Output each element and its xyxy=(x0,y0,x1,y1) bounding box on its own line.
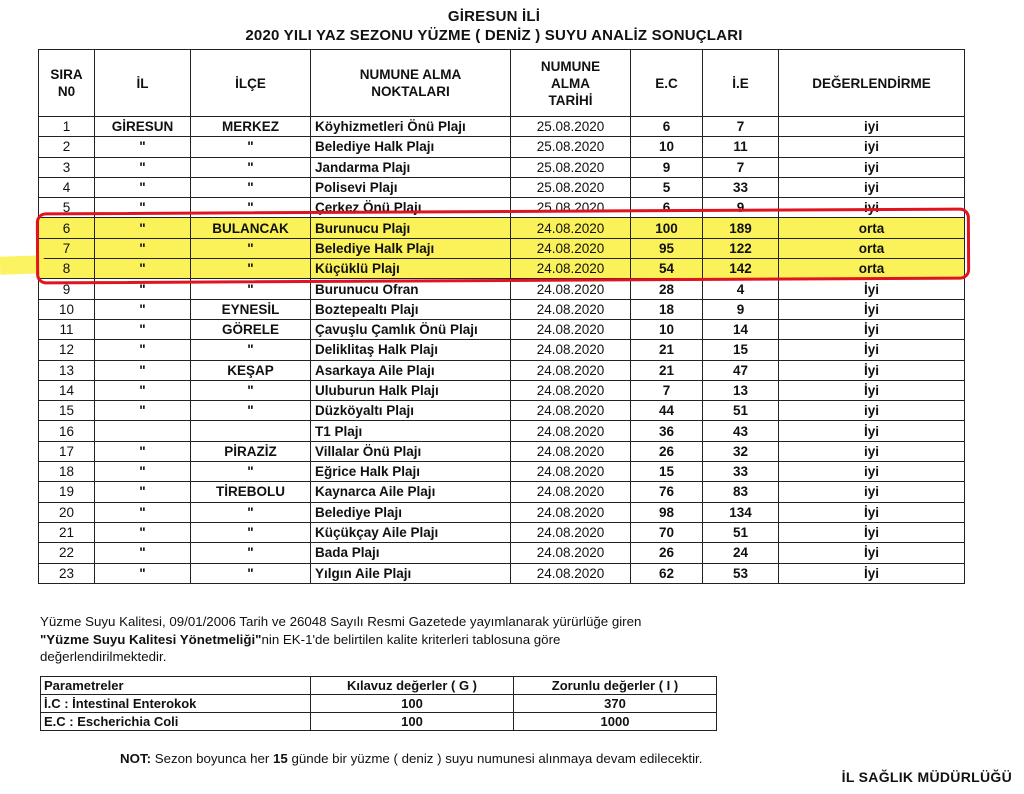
cell-ie: 51 xyxy=(703,401,779,421)
table-row xyxy=(39,360,965,380)
header-numune-text: NUMUNE ALMA NOKTALARI xyxy=(359,67,462,99)
cell-numune: Polisevi Plajı xyxy=(311,177,511,197)
cell-tarih: 25.08.2020 xyxy=(511,137,631,157)
cell-il: " xyxy=(95,198,191,218)
cell-numune: Küçükçay Aile Plajı xyxy=(311,522,511,542)
cell-degerlendirme: orta xyxy=(779,238,965,258)
cell-ec: 7 xyxy=(631,380,703,400)
params-name: İ.C : İntestinal Enterokok xyxy=(41,695,311,713)
cell-degerlendirme: İyi xyxy=(779,279,965,299)
cell-ie: 189 xyxy=(703,218,779,238)
cell-numune: Köyhizmetleri Önü Plajı xyxy=(311,117,511,137)
cell-il: " xyxy=(95,482,191,502)
params-row xyxy=(41,695,717,713)
cell-degerlendirme: iyi xyxy=(779,177,965,197)
cell-tarih: 25.08.2020 xyxy=(511,177,631,197)
cell-sira: 15 xyxy=(39,401,95,421)
note-text-before: Sezon boyunca her xyxy=(151,751,274,766)
params-header-guide: Kılavuz değerler ( G ) xyxy=(311,677,514,695)
cell-degerlendirme: iyi xyxy=(779,117,965,137)
header-ilce: İLÇE xyxy=(191,50,311,117)
cell-ilce: " xyxy=(191,340,311,360)
cell-il: " xyxy=(95,462,191,482)
cell-il: " xyxy=(95,360,191,380)
cell-tarih: 25.08.2020 xyxy=(511,117,631,137)
cell-ec: 5 xyxy=(631,177,703,197)
table-row xyxy=(39,157,965,177)
cell-tarih: 24.08.2020 xyxy=(511,462,631,482)
cell-tarih: 24.08.2020 xyxy=(511,340,631,360)
cell-il: " xyxy=(95,319,191,339)
cell-sira: 20 xyxy=(39,502,95,522)
cell-numune: Eğrice Halk Plajı xyxy=(311,462,511,482)
cell-tarih: 24.08.2020 xyxy=(511,380,631,400)
table-header-row xyxy=(39,50,965,117)
cell-il: " xyxy=(95,340,191,360)
cell-ilce: MERKEZ xyxy=(191,117,311,137)
cell-numune: Belediye Plajı xyxy=(311,502,511,522)
cell-ilce: " xyxy=(191,259,311,279)
regulation-text-1: Yüzme Suyu Kalitesi, 09/01/2006 Tarih ve 26048 Sayılı Resmi Gazetede yayımlanarak yürürlüğe giren xyxy=(40,614,642,629)
cell-ec: 70 xyxy=(631,522,703,542)
cell-ie: 24 xyxy=(703,543,779,563)
table-body xyxy=(39,117,965,584)
header-degerlendirme: DEĞERLENDİRME xyxy=(779,50,965,117)
cell-ec: 100 xyxy=(631,218,703,238)
cell-tarih: 24.08.2020 xyxy=(511,238,631,258)
cell-ec: 36 xyxy=(631,421,703,441)
header-tarih-text: NUMUNE ALMA TARİHİ xyxy=(540,58,601,108)
cell-ec: 15 xyxy=(631,462,703,482)
cell-ilce: PİRAZİZ xyxy=(191,441,311,461)
cell-ie: 51 xyxy=(703,522,779,542)
cell-tarih: 24.08.2020 xyxy=(511,259,631,279)
cell-il: " xyxy=(95,299,191,319)
cell-ie: 32 xyxy=(703,441,779,461)
header-numune xyxy=(311,50,511,117)
cell-ie: 43 xyxy=(703,421,779,441)
cell-tarih: 24.08.2020 xyxy=(511,543,631,563)
cell-sira: 1 xyxy=(39,117,95,137)
table-row xyxy=(39,117,965,137)
cell-ec: 21 xyxy=(631,360,703,380)
cell-ie: 122 xyxy=(703,238,779,258)
cell-degerlendirme: İyi xyxy=(779,340,965,360)
cell-il: " xyxy=(95,279,191,299)
table-row xyxy=(39,198,965,218)
header-sira xyxy=(39,50,95,117)
cell-ilce: BULANCAK xyxy=(191,218,311,238)
cell-sira: 3 xyxy=(39,157,95,177)
cell-ilce: " xyxy=(191,522,311,542)
cell-ilce: " xyxy=(191,238,311,258)
table-row xyxy=(39,259,965,279)
cell-degerlendirme: İyi xyxy=(779,360,965,380)
cell-ie: 33 xyxy=(703,462,779,482)
cell-ie: 7 xyxy=(703,157,779,177)
cell-il: " xyxy=(95,157,191,177)
cell-sira: 17 xyxy=(39,441,95,461)
note-text-after: günde bir yüzme ( deniz ) suyu numunesi alınmaya devam edilecektir. xyxy=(287,751,703,766)
cell-ec: 6 xyxy=(631,117,703,137)
params-header-mandatory: Zorunlu değerler ( I ) xyxy=(514,677,717,695)
cell-numune: Yılgın Aile Plajı xyxy=(311,563,511,583)
cell-degerlendirme: İyi xyxy=(779,319,965,339)
signature-footer: İL SAĞLIK MÜDÜRLÜĞÜ xyxy=(841,769,1012,785)
table-row xyxy=(39,563,965,583)
cell-numune: Çavuşlu Çamlık Önü Plajı xyxy=(311,319,511,339)
table-row xyxy=(39,421,965,441)
cell-sira: 12 xyxy=(39,340,95,360)
table-row xyxy=(39,502,965,522)
regulation-text-3: değerlendirilmektedir. xyxy=(40,649,167,664)
cell-ec: 54 xyxy=(631,259,703,279)
cell-degerlendirme: orta xyxy=(779,259,965,279)
cell-tarih: 24.08.2020 xyxy=(511,502,631,522)
cell-ie: 9 xyxy=(703,299,779,319)
cell-sira: 23 xyxy=(39,563,95,583)
cell-ilce: " xyxy=(191,380,311,400)
cell-ec: 62 xyxy=(631,563,703,583)
cell-numune: Burunucu Ofran xyxy=(311,279,511,299)
cell-ie: 83 xyxy=(703,482,779,502)
table-row xyxy=(39,218,965,238)
cell-sira: 7 xyxy=(39,238,95,258)
cell-ilce: GÖRELE xyxy=(191,319,311,339)
cell-tarih: 24.08.2020 xyxy=(511,441,631,461)
cell-sira: 21 xyxy=(39,522,95,542)
cell-ilce: " xyxy=(191,563,311,583)
cell-tarih: 24.08.2020 xyxy=(511,563,631,583)
cell-ec: 26 xyxy=(631,441,703,461)
cell-sira: 6 xyxy=(39,218,95,238)
cell-sira: 18 xyxy=(39,462,95,482)
table-row xyxy=(39,441,965,461)
cell-sira: 9 xyxy=(39,279,95,299)
cell-ie: 134 xyxy=(703,502,779,522)
cell-ec: 26 xyxy=(631,543,703,563)
cell-tarih: 24.08.2020 xyxy=(511,421,631,441)
cell-numune: T1 Plajı xyxy=(311,421,511,441)
cell-ilce: EYNESİL xyxy=(191,299,311,319)
regulation-text-2: nin EK-1'de belirtilen kalite kriterleri tablosuna göre xyxy=(261,631,561,647)
cell-degerlendirme: iyi xyxy=(779,401,965,421)
cell-ilce: " xyxy=(191,157,311,177)
cell-degerlendirme: iyi xyxy=(779,198,965,218)
cell-degerlendirme: orta xyxy=(779,218,965,238)
cell-degerlendirme: İyi xyxy=(779,563,965,583)
cell-il: " xyxy=(95,380,191,400)
table-row xyxy=(39,177,965,197)
params-header-param: Parametreler xyxy=(41,677,311,695)
cell-il: " xyxy=(95,177,191,197)
cell-il: " xyxy=(95,522,191,542)
params-guide-value: 100 xyxy=(311,713,514,731)
cell-tarih: 24.08.2020 xyxy=(511,522,631,542)
cell-degerlendirme: İyi xyxy=(779,502,965,522)
cell-numune: Kaynarca Aile Plajı xyxy=(311,482,511,502)
table-row xyxy=(39,522,965,542)
cell-ilce: " xyxy=(191,543,311,563)
cell-il: " xyxy=(95,441,191,461)
cell-ec: 76 xyxy=(631,482,703,502)
cell-sira: 10 xyxy=(39,299,95,319)
cell-ie: 53 xyxy=(703,563,779,583)
header-ec: E.C xyxy=(631,50,703,117)
cell-ilce: " xyxy=(191,462,311,482)
note-label: NOT: xyxy=(120,751,152,766)
table-row xyxy=(39,279,965,299)
document-title: GİRESUN İLİ xyxy=(447,8,541,25)
cell-sira: 13 xyxy=(39,360,95,380)
table-row xyxy=(39,319,965,339)
table-row xyxy=(39,238,965,258)
params-header-row xyxy=(41,677,717,695)
cell-sira: 4 xyxy=(39,177,95,197)
cell-numune: Düzköyaltı Plajı xyxy=(311,401,511,421)
table-row xyxy=(39,482,965,502)
cell-numune: Deliklitaş Halk Plajı xyxy=(311,340,511,360)
cell-numune: Burunucu Plajı xyxy=(311,218,511,238)
cell-ec: 95 xyxy=(631,238,703,258)
regulation-name: "Yüzme Suyu Kalitesi Yönetmeliği" xyxy=(40,631,262,647)
header-ie: İ.E xyxy=(703,50,779,117)
cell-sira: 11 xyxy=(39,319,95,339)
cell-ec: 9 xyxy=(631,157,703,177)
cell-ilce: " xyxy=(191,198,311,218)
cell-il: " xyxy=(95,401,191,421)
cell-degerlendirme: iyi xyxy=(779,462,965,482)
cell-tarih: 24.08.2020 xyxy=(511,279,631,299)
cell-sira: 8 xyxy=(39,259,95,279)
document-subtitle: 2020 YILI YAZ SEZONU YÜZME ( DENİZ ) SUYU ANALİZ SONUÇLARI xyxy=(245,27,743,44)
table-row xyxy=(39,299,965,319)
cell-ie: 4 xyxy=(703,279,779,299)
table-row xyxy=(39,340,965,360)
cell-il: " xyxy=(95,563,191,583)
cell-degerlendirme: iyi xyxy=(779,137,965,157)
params-guide-value: 100 xyxy=(311,695,514,713)
cell-il: " xyxy=(95,543,191,563)
cell-ie: 11 xyxy=(703,137,779,157)
cell-ilce: " xyxy=(191,279,311,299)
cell-tarih: 25.08.2020 xyxy=(511,198,631,218)
cell-sira: 19 xyxy=(39,482,95,502)
params-row xyxy=(41,713,717,731)
cell-tarih: 25.08.2020 xyxy=(511,157,631,177)
cell-il: " xyxy=(95,238,191,258)
cell-sira: 22 xyxy=(39,543,95,563)
cell-tarih: 24.08.2020 xyxy=(511,319,631,339)
cell-il xyxy=(95,421,191,441)
cell-numune: Uluburun Halk Plajı xyxy=(311,380,511,400)
cell-ec: 98 xyxy=(631,502,703,522)
cell-ie: 7 xyxy=(703,117,779,137)
cell-degerlendirme: iyi xyxy=(779,482,965,502)
cell-sira: 5 xyxy=(39,198,95,218)
cell-ec: 44 xyxy=(631,401,703,421)
cell-ilce: " xyxy=(191,502,311,522)
cell-degerlendirme: İyi xyxy=(779,522,965,542)
cell-sira: 16 xyxy=(39,421,95,441)
cell-numune: Jandarma Plajı xyxy=(311,157,511,177)
results-table xyxy=(38,49,965,584)
cell-ec: 10 xyxy=(631,319,703,339)
cell-tarih: 24.08.2020 xyxy=(511,218,631,238)
cell-ec: 10 xyxy=(631,137,703,157)
params-mandatory-value: 1000 xyxy=(514,713,717,731)
params-mandatory-value: 370 xyxy=(514,695,717,713)
cell-ilce: KEŞAP xyxy=(191,360,311,380)
cell-ie: 13 xyxy=(703,380,779,400)
highlight-streak xyxy=(0,255,44,275)
cell-tarih: 24.08.2020 xyxy=(511,299,631,319)
cell-ie: 9 xyxy=(703,198,779,218)
cell-ie: 14 xyxy=(703,319,779,339)
cell-numune: Boztepealtı Plajı xyxy=(311,299,511,319)
cell-ec: 21 xyxy=(631,340,703,360)
cell-degerlendirme: iyi xyxy=(779,441,965,461)
cell-numune: Asarkaya Aile Plajı xyxy=(311,360,511,380)
cell-il: " xyxy=(95,137,191,157)
table-row xyxy=(39,462,965,482)
cell-degerlendirme: İyi xyxy=(779,380,965,400)
season-note xyxy=(120,751,702,766)
cell-ie: 142 xyxy=(703,259,779,279)
cell-ec: 6 xyxy=(631,198,703,218)
header-tarih xyxy=(511,50,631,117)
cell-ilce: " xyxy=(191,177,311,197)
cell-numune: Küçüklü Plajı xyxy=(311,259,511,279)
cell-numune: Bada Plajı xyxy=(311,543,511,563)
cell-ec: 28 xyxy=(631,279,703,299)
params-name: E.C : Escherichia Coli xyxy=(41,713,311,731)
cell-il: GİRESUN xyxy=(95,117,191,137)
cell-numune: Villalar Önü Plajı xyxy=(311,441,511,461)
cell-ec: 18 xyxy=(631,299,703,319)
cell-sira: 2 xyxy=(39,137,95,157)
cell-degerlendirme: İyi xyxy=(779,543,965,563)
cell-tarih: 24.08.2020 xyxy=(511,360,631,380)
cell-degerlendirme: İyi xyxy=(779,421,965,441)
header-sira-text: SIRA N0 xyxy=(50,67,83,99)
cell-numune: Belediye Halk Plajı xyxy=(311,238,511,258)
cell-ilce: " xyxy=(191,401,311,421)
note-number: 15 xyxy=(273,751,288,766)
header-il: İL xyxy=(95,50,191,117)
cell-degerlendirme: iyi xyxy=(779,157,965,177)
table-row xyxy=(39,137,965,157)
cell-il: " xyxy=(95,502,191,522)
cell-tarih: 24.08.2020 xyxy=(511,482,631,502)
cell-ie: 15 xyxy=(703,340,779,360)
cell-ilce: TİREBOLU xyxy=(191,482,311,502)
regulation-note xyxy=(40,613,800,666)
cell-ilce xyxy=(191,421,311,441)
cell-numune: Belediye Halk Plajı xyxy=(311,137,511,157)
cell-il: " xyxy=(95,259,191,279)
cell-numune: Çerkez Önü Plajı xyxy=(311,198,511,218)
cell-degerlendirme: İyi xyxy=(779,299,965,319)
cell-ie: 47 xyxy=(703,360,779,380)
cell-tarih: 24.08.2020 xyxy=(511,401,631,421)
cell-ilce: " xyxy=(191,137,311,157)
table-row xyxy=(39,380,965,400)
cell-sira: 14 xyxy=(39,380,95,400)
cell-il: " xyxy=(95,218,191,238)
cell-ie: 33 xyxy=(703,177,779,197)
table-row xyxy=(39,401,965,421)
table-row xyxy=(39,543,965,563)
parameters-table xyxy=(40,676,717,731)
